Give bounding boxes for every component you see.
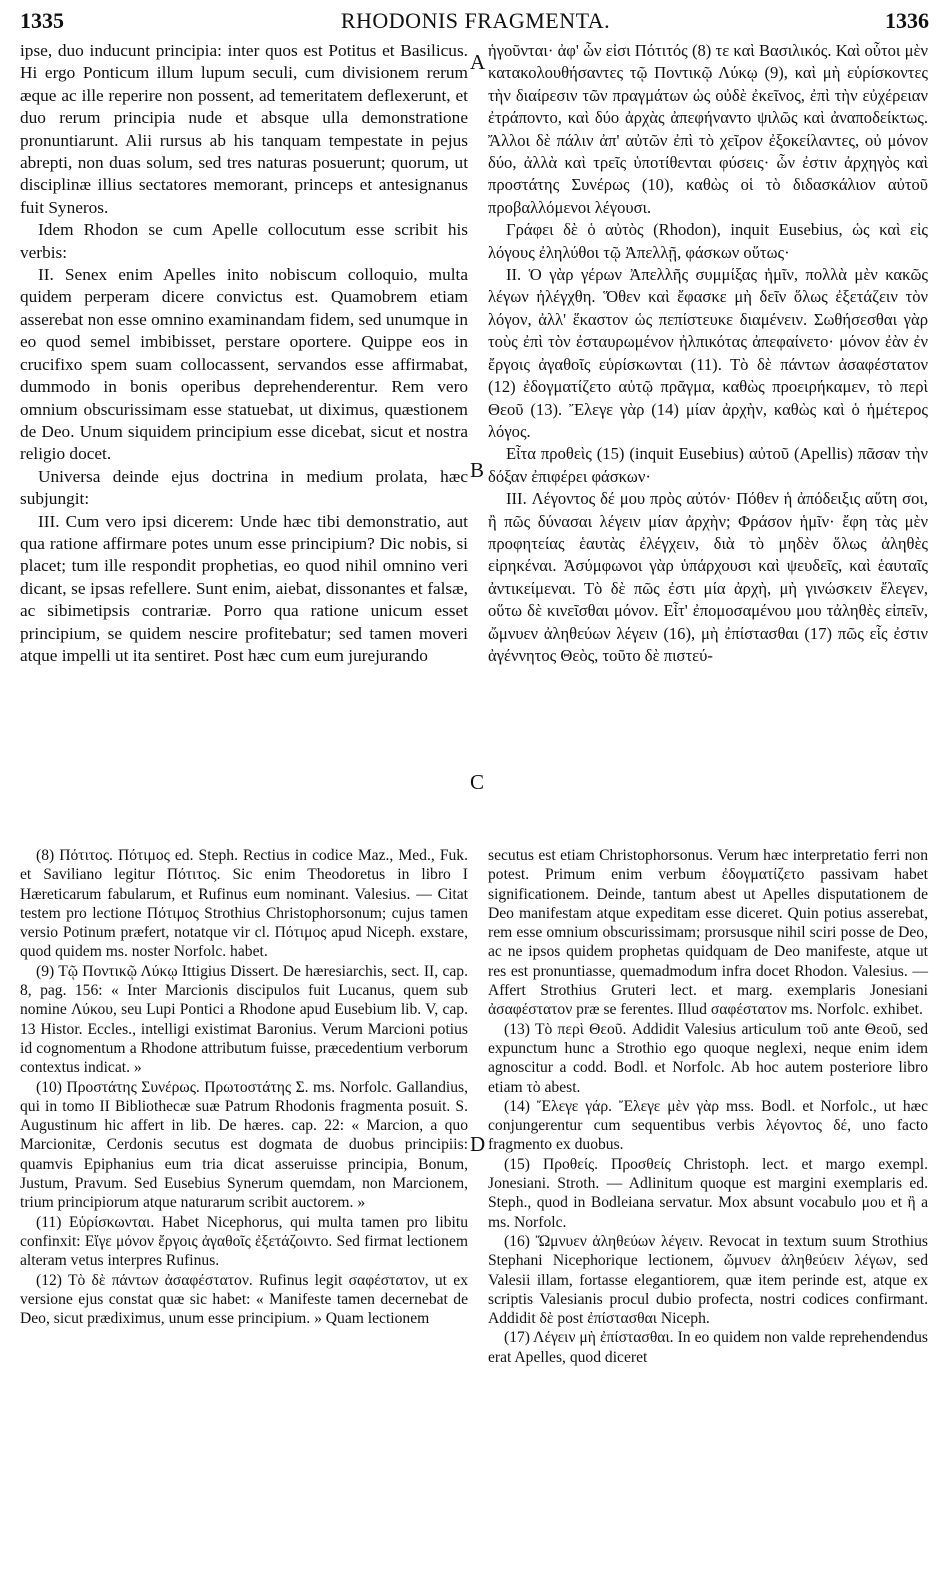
latin-paragraph-5: III. Cum vero ipsi dicerem: Unde hæc tibi demonstratio, aut qua ratione affirmare potes unum esse principium? Dic nobis, si placet; tum ille respondit prophetias, eo quod nihil omnino veri dicant, se ipsas refellere. Sunt enim, aiebat, dissonantes et falsæ, ac sibimetipsis contrariæ. Porro qua ratione unicum esset principium, se quidem nescire profitebatur; sed tamen moveri atque impelli ut ita sentiret. Post hæc cum eum jurejurando: [20, 511, 468, 665]
footnote-10: (10) Προστάτης Συνέρως. Πρωτοστάτης Σ. ms. Norfolc. Gallandius, qui in tomo II Bibliothecæ suæ Patrum Rhodonis fragmenta posuit. S. Augustinum hic affert in lib. De hæres. cap. 22: « Marcion, a quo Marcionitæ, Cerdonis secutus est dogmata de duobus principiis: quamvis Epiphanius eum tria dicat asseruisse principia, Bonum, Justum, Pravum. Sed Eusebius Synerum quemdam, non Marcionem, trium principiorum atque naturarum scribit auctorem. »: [20, 1078, 468, 1212]
section-marker-a: A: [470, 50, 486, 74]
footnote-16: (16) Ὤμνυεν ἀληθεύων λέγειν. Revocat in textum suum Strothius Stephani Nicephorique lectionem, ὤμνυεν ἀληθεύειν λέγων, sed Valesii illam, fortasse elegantiorem, quæ item perinde est, atque ex scriptis Valesianis procul dubio profecta, nostri codices confirmant. Addidit δὲ post ἐπίστασθαι Niceph.: [488, 1232, 928, 1328]
latin-paragraph-4: Universa deinde ejus doctrina in medium prolata, hæc subjungit:: [20, 466, 468, 509]
running-title: RHODONIS FRAGMENTA.: [340, 8, 611, 33]
footnote-11: (11) Εὑρίσκωνται. Habet Nicephorus, qui multa tamen pro libitu confinxit: Εἴγε μόνον ἔργοις ἀγαθοῖς ἐξετάζοιντο. Sed firmat lectionem alteram vetus interpres Rufinus.: [20, 1213, 468, 1270]
section-marker-c: C: [470, 770, 485, 794]
page-number-left: 1335: [20, 8, 64, 33]
greek-text-column: [488, 40, 928, 667]
footnote-9: (9) Τῷ Ποντικῷ Λύκῳ Ittigius Dissert. De hæresiarchis, sect. II, cap. 8, pag. 156: « Inter Marcionis discipulos fuit Lucanus, quem sub nomine Λύκου, seu Lupi Pontici a Rhodone apud Eusebium lib. V, cap. 13 Histor. Eccles., intelligi existimat Baronius. Verum Marcioni potius id cognomentum a Rhodone attributum fuisse, præcedentium verborum contextus indicat. »: [20, 962, 468, 1077]
latin-paragraph-1: ipse, duo inducunt principia: inter quos est Potitus et Basilicus. Hi ergo Ponticum illum lupum seculi, cum divisionem rerum æque ac ille reperire non possent, ad temeritatem deflexerunt, et duo rerum principia nude et absque ulla demonstratione pronuntiarunt. Alii rursus ab his tanquam tempestate in pejus abrepti, non duas solum, sed tres naturas posuerunt; quorum, ut disciplinæ illius sectatores memorant, princeps et antesignanus fuit Syneros.: [20, 41, 468, 217]
greek-paragraph-4: Εἶτα προθεὶς (15) (inquit Eusebius) αὐτοῦ (Apellis) πᾶσαν τὴν δόξαν ἐπιφέρει φάσκων·: [488, 444, 928, 486]
footnote-12: (12) Τὸ δὲ πάντων ἀσαφέστατον. Rufinus legit σαφέστατον, ut ex versione ejus constat quæ sic habet: « Manifeste tamen decernebat de Deo, sicut prædiximus, unum esse principium. » Quam lectionem: [20, 1271, 468, 1328]
greek-paragraph-1: ἡγοῦνται· ἀφ' ὧν εἰσι Πότιτός (8) τε καὶ Βασιλικός. Καὶ οὗτοι μὲν κατακολουθήσαντες τῷ Ποντικῷ Λύκῳ (9), καὶ μὴ εὑρίσκοντες τὴν διαίρεσιν τῶν πραγμάτων ὡς οὐδὲ ἐκεῖνος, ἐπὶ τὴν εὐχέρειαν ἐτράποντο, καὶ δύο ἀρχὰς ἀπεφήναντο ψιλῶς καὶ ἀναποδείκτως. Ἄλλοι δὲ πάλιν ἀπ' αὐτῶν ἐπὶ τὸ χεῖρον ἐξοκείλαντες, οὐ μόνον δύο, ἀλλὰ καὶ τρεῖς ὑποτίθενται φύσεις· ὧν ἐστιν ἀρχηγὸς καὶ προστάτης Συνέρως (10), καθὼς οἱ τὸ διδασκάλιον αὐτοῦ προβαλλόμενοι λέγουσι.: [488, 41, 928, 217]
section-marker-b: B: [470, 458, 485, 482]
page-header: [0, 0, 951, 38]
footnote-14: (14) Ἔλεγε γάρ. Ἔλεγε μὲν γὰρ mss. Bodl. et Norfolc., ut hæc conjungerentur cum sequentibus verbis λέγοντος δέ, uno facto fragmento ex duobus.: [488, 1097, 928, 1154]
latin-text-column: [20, 40, 468, 667]
footnotes-right-column: [488, 846, 928, 1367]
section-marker-d: D: [470, 1132, 486, 1156]
page-number-right: 1336: [885, 8, 929, 33]
footnote-12-continuation: secutus est etiam Christophorsonus. Verum hæc interpretatio ferri non potest. Primum enim verbum ἐδογματίζετο passivam habet significationem. Deinde, tantum abest ut Apelles disputationem de Deo manifestam atque expeditam esse diceret. Quin potius asserebat, rem esse omnium obscurissimam; prorsusque nihil sciri posse de Deo, ac ne ipsos quidem prophetas quidquam de Deo manifeste, atque ut res est pronuntiasse, quemadmodum infra docet Rhodon. Valesius. — Affert Strothius Gruteri lect. et marg. exemplaris Jonesiani ἀσαφέστατον præ se ferentes. Illud σαφέστατον ms. Norfolc. exhibet.: [488, 847, 928, 1019]
footnote-13: (13) Τὸ περὶ Θεοῦ. Addidit Valesius articulum τοῦ ante Θεοῦ, sed expunctum hunc a Strothio ego quoque neglexi, neque enim idem agnoscitur a codd. Bodl. et Norfolc. Ab hoc autem posteriore libro etiam τὸ abest.: [488, 1020, 928, 1096]
greek-paragraph-3: II. Ὁ γὰρ γέρων Ἀπελλῆς συμμίξας ἡμῖν, πολλὰ μὲν κακῶς λέγων ἠλέγχθη. Ὅθεν καὶ ἔφασκε μὴ δεῖν ὅλως ἐξετάζειν τὸν λόγον, ἀλλ' ἕκαστον ὡς πεπίστευκε διαμένειν. Σωθήσεσθαι γὰρ τοὺς ἐπὶ τὸν ἐσταυρωμένον ἠλπικότας ἀπεφαίνετο· μόνον ἐὰν ἐν ἔργοις ἀγαθοῖς εὑρίσκωνται (11). Τὸ δὲ πάντων ἀσαφέστατον (12) ἐδογματίζετο αὐτῷ πρᾶγμα, καθὼς προειρήκαμεν, τὸ περὶ Θεοῦ (13). Ἔλεγε γὰρ (14) μίαν ἀρχὴν, καθὼς καὶ ὁ ἡμέτερος λόγος.: [488, 265, 928, 441]
greek-paragraph-5: III. Λέγοντος δέ μου πρὸς αὐτόν· Πόθεν ἡ ἀπόδειξις αὕτη σοι, ἢ πῶς δύνασαι λέγειν μίαν ἀρχὴν; Φράσον ἡμῖν· ἔφη τὰς μὲν προφητείας ἑαυτὰς ἐλέγχειν, διὰ τὸ μηδὲν ὅλως ἀληθὲς εἰρηκέναι. Ἀσύμφωνοι γὰρ ὑπάρχουσι καὶ ψευδεῖς, καὶ ἑαυταῖς ἀντικείμεναι. Τὸ δὲ πῶς ἐστι μία ἀρχὴ, μὴ γινώσκειν ἔλεγεν, οὕτω δὲ κινεῖσθαι μόνον. Εἶτ' ἐπομοσαμένου μου τἀληθὲς εἰπεῖν, ὤμνυεν ἀληθεύων λέγειν (16), μὴ ἐπίστασθαι (17) πῶς εἷς ἐστιν ἀγέννητος Θεὸς, τοῦτο δὲ πιστεύ-: [488, 489, 928, 665]
footnote-8: (8) Πότιτος. Πότιμος ed. Steph. Rectius in codice Maz., Med., Fuk. et Saviliano legitur Πότιτος. Sic enim Theodoretus in libro I Hæreticarum fabularum, et Rufinus eum nominant. Valesius. — Citat testem pro lectione Πότιμος Strothius Christophorsonum; cujus tamen versio Potinum præfert, notatque vir cl. Πότιμος apud Niceph. exstare, quod quidem ms. noster Norfolc. habet.: [20, 847, 468, 961]
latin-paragraph-2: Idem Rhodon se cum Apelle collocutum esse scribit his verbis:: [20, 220, 468, 262]
footnote-15: (15) Προθείς. Προσθείς Christoph. lect. et margo exempl. Jonesiani. Stroth. — Adlinitum quoque est margini exemplaris ed. Steph., quod in Bodleiana servatur. Mox absunt vocabulo μου et ἢ a ms. Norfolc.: [488, 1155, 928, 1231]
greek-paragraph-2: Γράφει δὲ ὁ αὐτὸς (Rhodon), inquit Eusebius, ὡς καὶ εἰς λόγους ἐληλύθοι τῷ Ἀπελλῇ, φάσκων οὕτως·: [488, 220, 928, 262]
footnote-17: (17) Λέγειν μὴ ἐπίστασθαι. In eo quidem non valde reprehendendus erat Apelles, quod diceret: [488, 1329, 928, 1366]
footnotes-left-column: [20, 846, 468, 1328]
latin-paragraph-3: II. Senex enim Apelles inito nobiscum colloquio, multa quidem perperam dicere convictus est. Quamobrem etiam asserebat non esse omnino examinandam fidem, sed unumque in eo quod semel imbibisset, perstare oportere. Quippe eos in crucifixo spem suam collocassent, servandos esse affirmabat, dummodo in bonis operibus deprehenderentur. Rem vero omnium obscurissimam esse statuebat, ut diximus, quæstionem de Deo. Unum siquidem principium esse dicebat, sicut et nostra religio docet.: [20, 265, 468, 464]
